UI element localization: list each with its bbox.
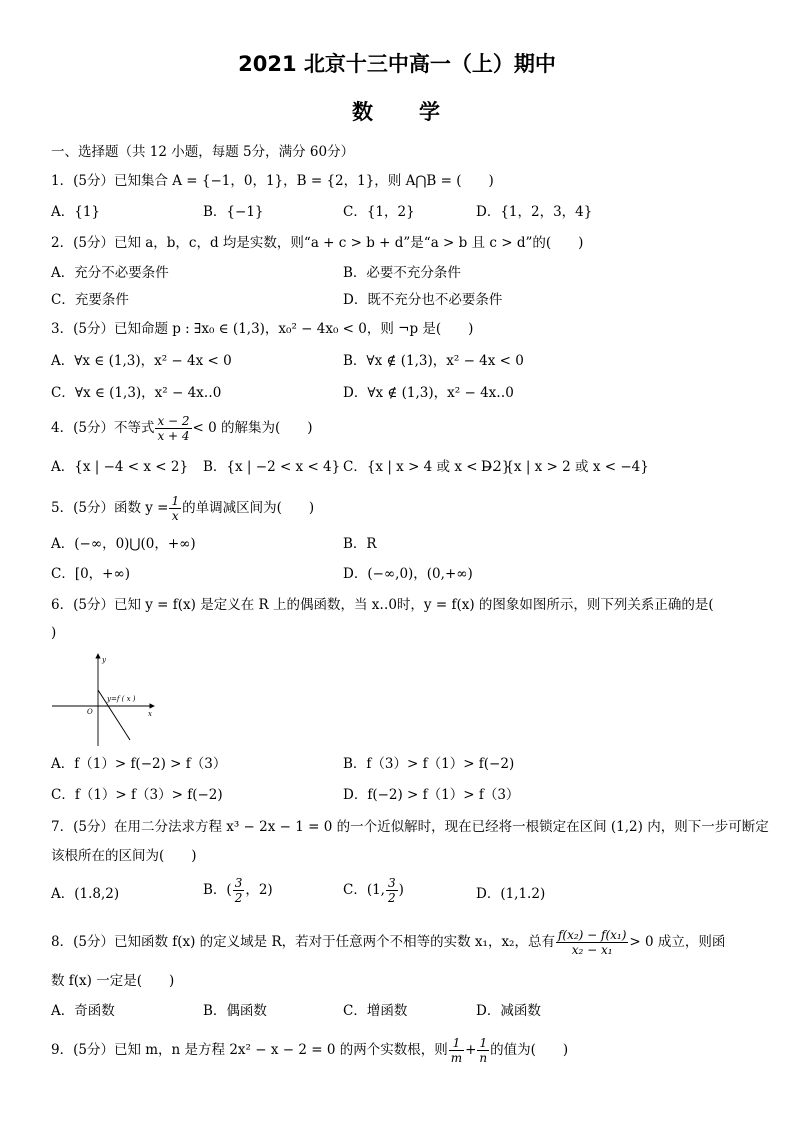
q7-opt-c-num: 3 [387,876,396,890]
q2-option-a: A．充分不必要条件 [51,265,169,281]
q8-option-a: A．奇函数 [51,1003,115,1019]
q7-stem-line1: 7．(5分）在用二分法求方程 x³ − 2x − 1 = 0 的一个近似解时，现在已经将一根锁定在区间 (1,2) 内，则下一步可断定 [51,819,769,835]
q3-option-d: D．∀x ∉ (1,3)，x² − 4x‥0 [343,385,514,401]
q3-option-a: A．∀x ∈ (1,3)，x² − 4x < 0 [51,353,232,369]
q8-stem-pre: 8．(5分）已知函数 f(x) 的定义域是 R，若对于任意两个不相等的实数 x₁，x₂，总有 [51,934,555,950]
q6-stem-line2: ) [51,625,57,641]
q9-plus: + [465,1042,477,1058]
q5-frac-den: x [171,509,179,523]
q4-option-b: B．{x | −2 < x < 4} [203,459,341,475]
q9-stem [51,1036,568,1065]
q7-option-b [203,876,273,905]
q4-stem-pre: 4．(5分）不等式 [51,420,155,436]
q6-option-b: B．f（3）> f（1）> f(−2) [343,756,515,772]
q8-stem-post: > 0 成立，则函 [629,934,726,950]
q6-stem-line1: 6．(5分）已知 y = f(x) 是定义在 R 上的偶函数，当 x‥0时，y = f(x) 的图象如图所示，则下列关系正确的是( [51,597,714,613]
subject-char-2: 学 [419,100,442,124]
q4-fraction [155,414,191,443]
q7-opt-b-num: 3 [234,876,243,890]
q6-curve-label: y=f ( x ) [107,695,136,703]
q7-stem-line2: 该根所在的区间为( ) [51,848,197,864]
q2-option-d: D．既不充分也不必要条件 [343,292,503,308]
q9-frac2-num: 1 [477,1036,489,1051]
q1-option-a: A．{1} [51,204,101,220]
q5-stem-post: 的单调减区间为( ) [182,500,315,516]
q6-option-d: D．f(−2) > f（1）> f（3） [343,787,520,803]
q7-opt-c-pre: C．(1, [343,882,385,898]
q7-option-d: D．(1,1.2) [476,886,546,902]
q5-option-d: D．(−∞,0)，(0,+∞) [343,566,473,582]
q8-option-d: D．减函数 [476,1003,541,1019]
q6-option-a: A．f（1）> f(−2) > f（3） [51,756,227,772]
q2-option-c: C．充要条件 [51,292,129,308]
q9-frac1-den: m [450,1051,463,1065]
q7-opt-b-post: ，2) [245,882,273,898]
q3-stem: 3．(5分）已知命题 p : ∃x₀ ∈ (1,3)，x₀² − 4x₀ < 0，则 ¬p 是( ) [51,321,474,337]
q3-option-c: C．∀x ∈ (1,3)，x² − 4x‥0 [51,385,222,401]
q7-opt-c-frac [386,876,398,905]
q1-stem: 1．(5分）已知集合 A = {−1，0，1}，B = {2，1}，则 A⋂B = ( ) [51,173,494,189]
q7-opt-b-frac [233,876,245,905]
q8-stem [51,928,725,957]
q5-frac-num: 1 [171,494,180,508]
q7-opt-c-post: ) [398,882,404,898]
q6-x-label: x [148,710,152,718]
q8-frac-num: f(x₂) − f(x₁) [557,928,627,942]
q5-stem-pre: 5．(5分）函数 y = [51,500,169,516]
q3-option-b: B．∀x ∉ (1,3)，x² − 4x < 0 [343,353,524,369]
q8-option-b: B．偶函数 [203,1003,267,1019]
q6-origin-label: O [87,708,93,716]
q9-frac1-num: 1 [449,1036,464,1051]
q1-option-b: B．{−1} [203,204,264,220]
q7-opt-c-den: 2 [387,891,396,905]
q5-option-c: C．[0，+∞) [51,566,131,582]
q4-frac-num: x − 2 [157,414,190,428]
q5-option-a: A．(−∞，0)⋃(0，+∞) [51,536,196,552]
q8-stem-line2: 数 f(x) 一定是( ) [51,973,175,989]
q7-opt-b-den: 2 [234,891,243,905]
q6-graph [50,650,160,750]
q4-option-c: C．{x | x > 4 或 x < −2} [343,459,511,475]
q6-option-c: C．f（1）> f（3）> f(−2) [51,787,223,803]
q6-y-label: y [102,656,106,664]
q9-fraction-1 [449,1036,464,1065]
q5-option-b: B．R [343,536,377,552]
exam-title: 2021 北京十三中高一（上）期中 [238,52,556,76]
q5-fraction [169,494,181,523]
q5-stem [51,494,314,523]
subject-char-1: 数 [352,100,375,124]
section-heading: 一、选择题（共 12 小题，每题 5分，满分 60分） [51,144,355,160]
q4-frac-den: x + 4 [157,429,190,443]
q4-stem [51,414,313,443]
q2-stem: 2．(5分）已知 a，b，c，d 均是实数，则“a + c > b + d”是“a > b 且 c > d”的( ) [51,235,584,251]
q8-frac-den: x₂ − x₁ [571,943,613,957]
q7-opt-b-pre: B．( [203,882,232,898]
q1-option-d: D．{1，2，3，4} [476,204,593,220]
q1-option-c: C．{1，2} [343,204,415,220]
q9-fraction-2 [477,1036,489,1065]
q4-option-a: A．{x | −4 < x < 2} [51,459,189,475]
q9-frac2-den: n [479,1051,488,1065]
q4-stem-post: < 0 的解集为( ) [192,420,313,436]
q8-option-c: C．增函数 [343,1003,408,1019]
q7-option-c [343,876,404,905]
q9-stem-pre: 9．(5分）已知 m，n 是方程 2x² − x − 2 = 0 的两个实数根，则 [51,1042,448,1058]
q2-option-b: B．必要不充分条件 [343,265,461,281]
q7-option-a: A．(1.8,2) [51,886,120,902]
q9-stem-post: 的值为( ) [490,1042,569,1058]
subject-title [0,96,794,126]
q8-fraction [556,928,628,957]
q4-option-d: D．{x | x > 2 或 x < −4} [481,459,649,475]
